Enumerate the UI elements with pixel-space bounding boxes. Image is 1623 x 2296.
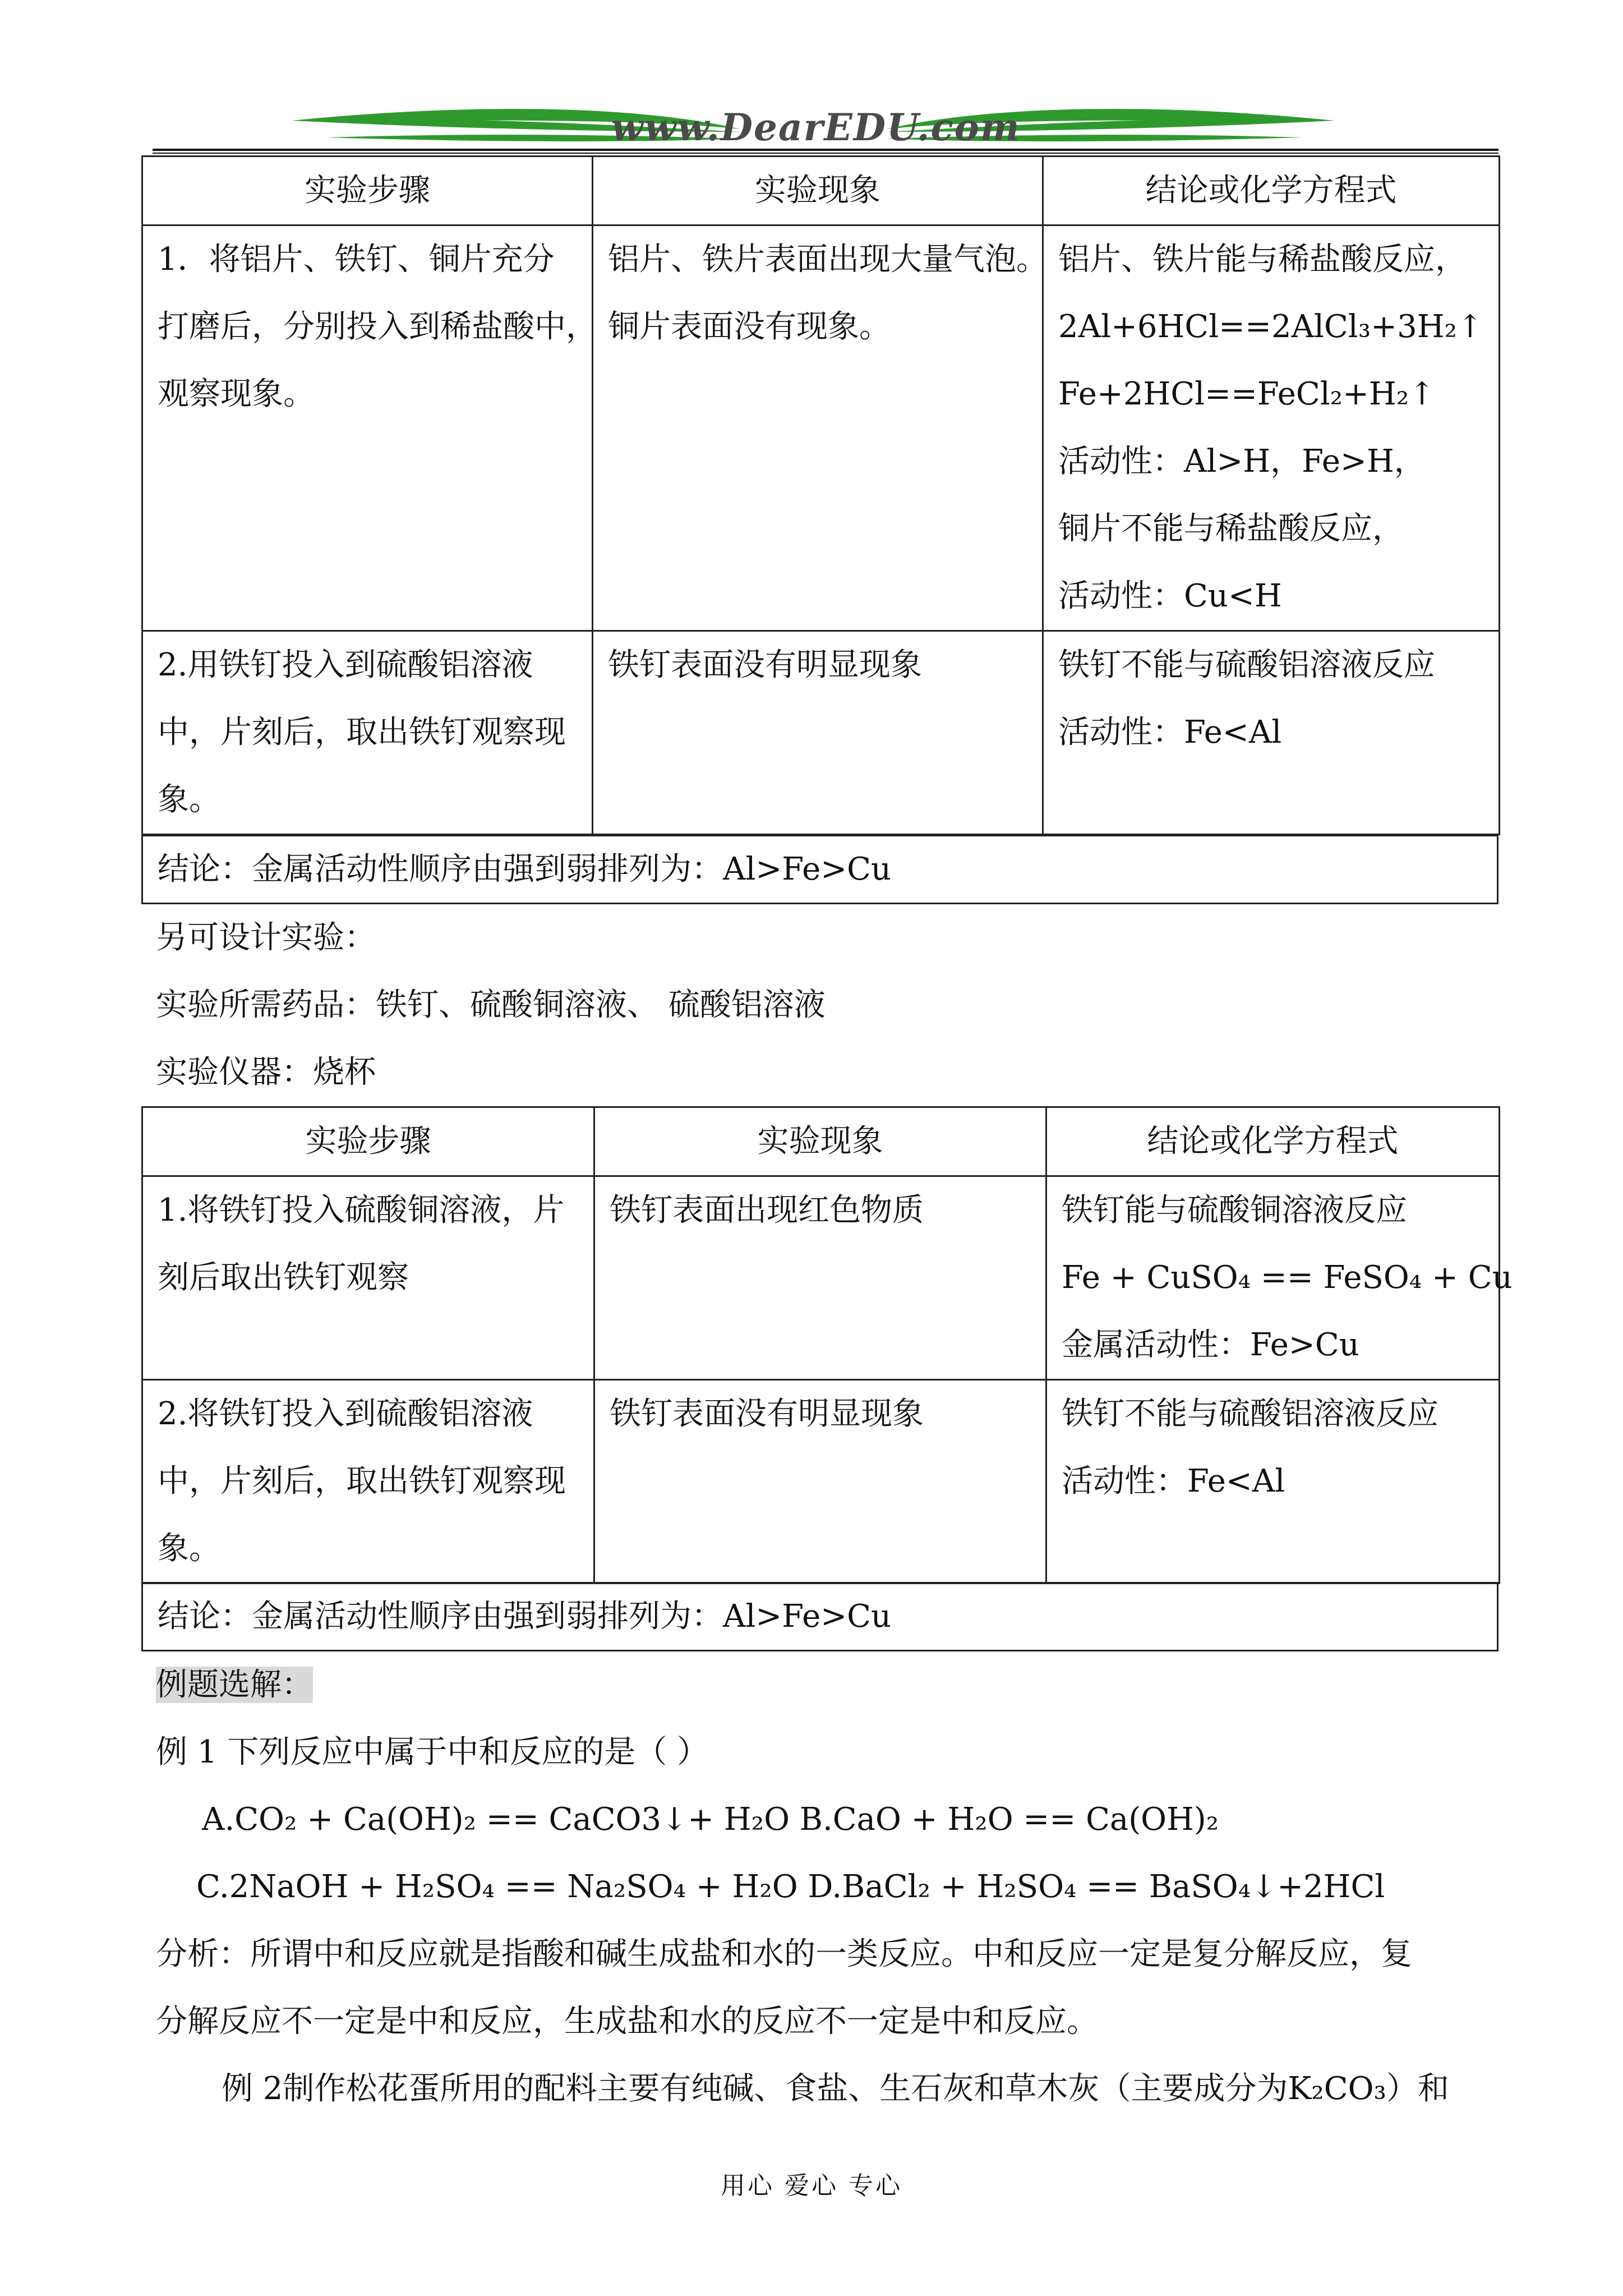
table-row — [142, 1176, 1500, 1380]
conclusion-text: 金属活动性：Fe>Cu — [1062, 1327, 1359, 1363]
example-1-options-ab: A.CO₂ + Ca(OH)₂ == CaCO3↓+ H₂O B.CaO + H₂O == Ca(OH)₂ — [202, 1801, 1219, 1838]
conclusion-text: 活动性：Fe<Al — [1062, 1463, 1285, 1499]
conclusion-text: 活动性：Fe<Al — [1058, 714, 1282, 751]
table2-conclusion: 结论：金属活动性顺序由强到弱排列为：Al>Fe>Cu — [141, 1582, 1498, 1651]
header-step: 实验步骤 — [142, 157, 593, 226]
conclusion-text: 铁钉不能与硫酸铝溶液反应 — [1062, 1396, 1438, 1432]
table-row — [142, 631, 1500, 835]
step-text: 中，片刻后，取出铁钉观察现 — [158, 714, 566, 751]
apparatus-line: 实验仪器：烧杯 — [156, 1054, 376, 1091]
conclusion-cell — [1046, 1380, 1500, 1584]
phenomenon-text: 铝片、铁片表面出现大量气泡。 — [608, 241, 1048, 278]
step-text: 2.用铁钉投入到硫酸铝溶液 — [158, 647, 533, 683]
table-row — [142, 226, 1500, 631]
step-cell — [142, 631, 593, 835]
page-footer: 用心 爱心 专心 — [721, 2171, 902, 2200]
table-header-row — [142, 1107, 1500, 1176]
step-text: 1．将铝片、铁钉、铜片充分 — [158, 241, 555, 278]
phenomenon-text: 铁钉表面出现红色物质 — [610, 1192, 924, 1228]
header-conclusion: 结论或化学方程式 — [1046, 1107, 1500, 1176]
examples-title — [156, 1651, 313, 1719]
step-cell — [142, 226, 597, 631]
header-phenomenon: 实验现象 — [594, 1107, 1046, 1176]
conclusion-text: 铁钉能与硫酸铜溶液反应 — [1062, 1192, 1407, 1228]
conclusion-text: 活动性：Cu<H — [1058, 578, 1282, 614]
table-row — [142, 1380, 1500, 1584]
conclusion-text: 铝片、铁片能与稀盐酸反应， — [1058, 241, 1467, 278]
example-1-question: 例 1 下列反应中属于中和反应的是（ ） — [156, 1734, 709, 1770]
experiment-table-1 — [141, 155, 1500, 835]
phenomenon-text: 铁钉表面没有明显现象 — [608, 647, 922, 683]
conclusion-text: 铁钉不能与硫酸铝溶液反应 — [1058, 647, 1435, 683]
step-cell — [142, 1176, 594, 1380]
table-header-row — [142, 157, 1500, 226]
phenomenon-cell — [593, 631, 1043, 835]
equation-text: Fe + CuSO₄ == FeSO₄ + Cu — [1062, 1259, 1513, 1296]
step-text: 刻后取出铁钉观察 — [158, 1259, 409, 1296]
header-rule — [153, 149, 1498, 151]
analysis-line-2: 分解反应不一定是中和反应，生成盐和水的反应不一定是中和反应。 — [156, 2003, 1098, 2040]
logo-text: www.DearEDU.com — [611, 105, 1021, 149]
step-text: 中，片刻后，取出铁钉观察现 — [158, 1463, 566, 1499]
phenomenon-cell — [594, 1380, 1046, 1584]
example-2-line-1: 例 2制作松花蛋所用的配料主要有纯碱、食盐、生石灰和草木灰（主要成分为K₂CO₃）和 — [222, 2070, 1449, 2107]
header-step: 实验步骤 — [142, 1107, 594, 1176]
phenomenon-cell — [593, 226, 1048, 631]
reagents-line: 实验所需药品：铁钉、硫酸铜溶液、 硫酸铝溶液 — [156, 987, 826, 1023]
header-conclusion: 结论或化学方程式 — [1043, 157, 1500, 226]
example-1-options-cd: C.2NaOH + H₂SO₄ == Na₂SO₄ + H₂O D.BaCl₂ + H₂SO₄ == BaSO₄↓+2HCl — [196, 1869, 1385, 1905]
step-text: 象。 — [158, 781, 220, 818]
phenomenon-text: 铁钉表面没有明显现象 — [610, 1396, 924, 1432]
experiment-table-2 — [141, 1106, 1513, 1584]
examples-title-text: 例题选解： — [156, 1667, 313, 1703]
step-text: 打磨后，分别投入到稀盐酸中， — [158, 309, 597, 345]
conclusion-text: 铜片不能与稀盐酸反应， — [1058, 510, 1404, 547]
equation-text: Fe+2HCl==FeCl₂+H₂↑ — [1058, 376, 1436, 412]
step-text: 象。 — [158, 1530, 220, 1567]
conclusion-cell — [1043, 226, 1500, 631]
header-phenomenon: 实验现象 — [593, 157, 1043, 226]
step-text: 2.将铁钉投入到硫酸铝溶液 — [158, 1396, 533, 1432]
analysis-line-1: 分析：所谓中和反应就是指酸和碱生成盐和水的一类反应。中和反应一定是复分解反应，复 — [156, 1936, 1412, 1972]
alt-design-label: 另可设计实验： — [156, 919, 376, 956]
conclusion-cell — [1043, 631, 1500, 835]
header-rule-thin — [153, 153, 1498, 154]
conclusion-text: 活动性：Al>H，Fe>H， — [1058, 443, 1426, 480]
conclusion-cell — [1046, 1176, 1513, 1380]
table1-conclusion: 结论：金属活动性顺序由强到弱排列为：Al>Fe>Cu — [141, 835, 1498, 904]
equation-text: 2Al+6HCl==2AlCl₃+3H₂↑ — [1058, 309, 1483, 345]
phenomenon-cell — [594, 1176, 1046, 1380]
phenomenon-text: 铜片表面没有现象。 — [608, 309, 891, 345]
step-cell — [142, 1380, 594, 1584]
step-text: 1.将铁钉投入硫酸铜溶液，片 — [158, 1192, 565, 1228]
step-text: 观察现象。 — [158, 376, 315, 412]
